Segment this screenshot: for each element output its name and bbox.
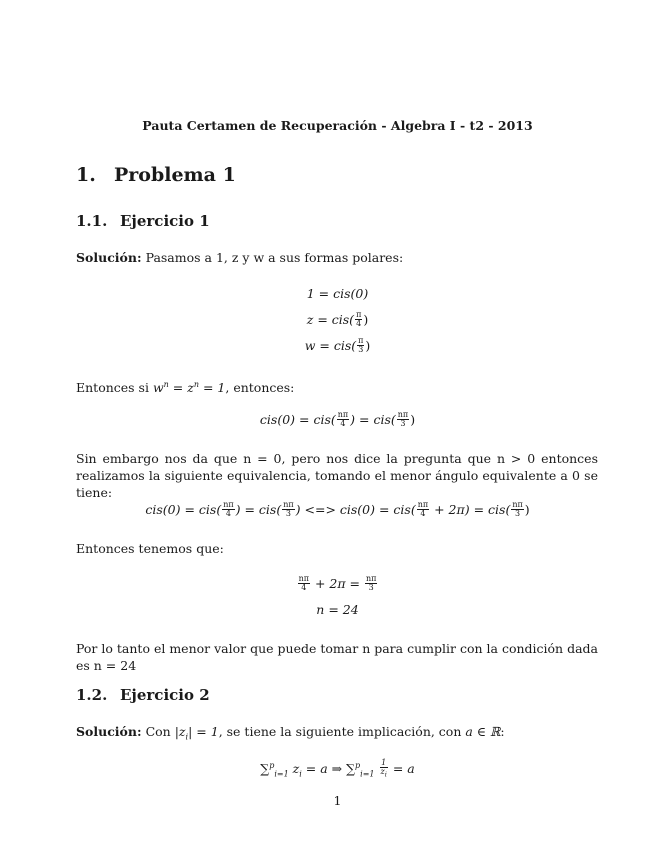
- equation-3: [0, 338, 655, 355]
- close-paren: ): [524, 502, 530, 517]
- abs-condition: $|z_i| = 1$: [174, 724, 219, 742]
- solution-paragraph-1: [76, 249, 598, 266]
- equation-5: [0, 502, 655, 519]
- fraction: $\frac{n\pi}{3}$: [366, 574, 377, 592]
- equation-text: w = cis(: [304, 338, 357, 353]
- a-in-reals: a ∈ ℝ: [465, 724, 501, 739]
- equation-text: z = cis(: [306, 312, 355, 327]
- equation-8: [0, 760, 655, 780]
- page-number: 1: [333, 793, 342, 808]
- section-number: 1.: [76, 164, 96, 186]
- paragraph-4: Entonces tenemos que:: [76, 541, 224, 556]
- equation-text: cis(0) = cis(: [145, 502, 222, 517]
- fraction: $\frac{n\pi}{4}$: [298, 574, 309, 592]
- subsection-number: 1.1.: [76, 212, 108, 230]
- text: :: [500, 724, 505, 739]
- text: Entonces si: [76, 380, 149, 396]
- equation-text: + 2π) = cis(: [430, 502, 511, 517]
- sum-implication: ∑$^p_{i=1}$ $z_i = a$ ⇒ ∑$^p_{i=1}$ $\frac{1}{z_i}$ = a: [260, 758, 415, 779]
- paragraph-2: [76, 376, 598, 396]
- paragraph-3: Sin embargo nos da que n = 0, pero nos dice la pregunta que n > 0 entonces realizamos la siguiente equivalencia, tomando el menor ángulo equivalente a 0 se tiene:: [76, 451, 598, 500]
- equation-text: cis(0) = cis(: [259, 412, 336, 427]
- close-paren: ): [365, 338, 371, 353]
- equation-2: [0, 312, 655, 329]
- solution-label: Solución:: [76, 250, 142, 265]
- intro-text: Pasamos a 1, z y w a sus formas polares:: [145, 250, 404, 265]
- equation-7: [0, 602, 655, 617]
- text: , se tiene la siguiente implicación, con: [218, 724, 462, 739]
- fraction: $\frac{n\pi}{4}$: [223, 500, 234, 518]
- equation-text: n = 24: [316, 602, 359, 617]
- fraction: $\frac{\pi}{4}$: [356, 310, 362, 328]
- equation-6: [0, 576, 655, 593]
- fraction: $\frac{n\pi}{3}$: [283, 500, 294, 518]
- equation-4: [0, 412, 655, 429]
- subsection-heading-2: [76, 686, 210, 704]
- section-title: Problema 1: [114, 164, 236, 186]
- equation-text: ) = cis(: [350, 412, 396, 427]
- document-title: Pauta Certamen de Recuperación - Algebra I - t2 - 2013: [142, 118, 533, 133]
- solution-paragraph-2: [76, 723, 598, 746]
- fraction: $\frac{n\pi}{4}$: [337, 410, 349, 428]
- text: , entonces:: [225, 380, 295, 396]
- equation-text: ) <=> cis(0) = cis(: [295, 502, 416, 517]
- fraction: $\frac{n\pi}{4}$: [417, 500, 429, 518]
- subsection-title: Ejercicio 1: [120, 212, 210, 230]
- equation-text: ) = cis(: [235, 502, 282, 517]
- close-paren: ): [410, 412, 416, 427]
- subsection-title: Ejercicio 2: [120, 686, 210, 704]
- text: Con: [145, 724, 171, 739]
- section-heading: [76, 164, 236, 186]
- fraction: $\frac{n\pi}{3}$: [512, 500, 523, 518]
- fraction: $\frac{\pi}{3}$: [358, 336, 364, 354]
- subsection-heading-1: [76, 212, 210, 230]
- solution-label: Solución:: [76, 724, 142, 739]
- subsection-number: 1.2.: [76, 686, 108, 704]
- close-paren: ): [363, 312, 369, 327]
- paragraph-5: Por lo tanto el menor valor que puede tomar n para cumplir con la condición dada es n = 24: [76, 641, 598, 673]
- equation-text: 1 = cis(0): [306, 286, 369, 301]
- condition-math: $w^n = z^n = 1$: [152, 380, 226, 396]
- fraction: $\frac{n\pi}{3}$: [397, 410, 409, 428]
- equation-text: + 2π =: [310, 576, 364, 591]
- equation-1: [0, 286, 655, 301]
